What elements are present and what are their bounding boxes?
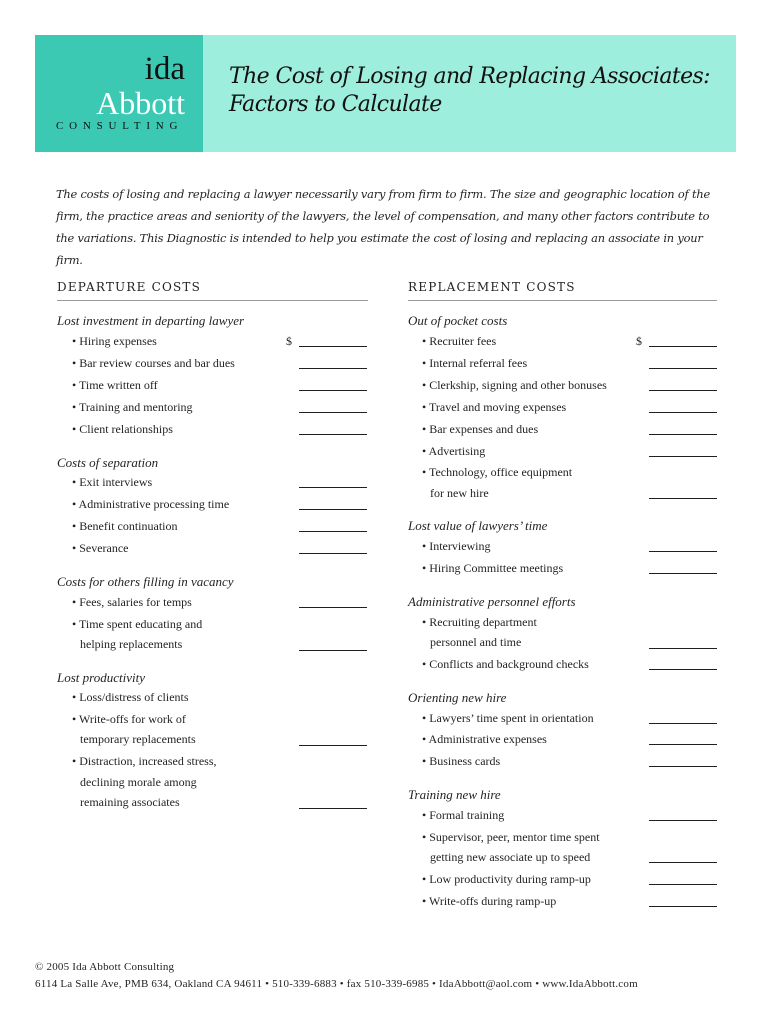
- amount-blank-severance[interactable]: [299, 553, 367, 554]
- item-distraction-cont-2: remaining associates: [80, 795, 180, 809]
- item-distraction-cont-1: declining morale among: [80, 775, 197, 789]
- amount-blank-bar-expenses[interactable]: [649, 434, 717, 435]
- amount-blank-client-relationships[interactable]: [299, 434, 367, 435]
- item-low-productivity: • Low productivity during ramp-up: [422, 872, 591, 886]
- amount-blank-clerkship[interactable]: [649, 390, 717, 391]
- replacement-heading: REPLACEMENT COSTS: [408, 280, 576, 294]
- amount-blank-interviewing[interactable]: [649, 551, 717, 552]
- category-separation: Costs of separation: [57, 455, 159, 470]
- item-fees-temps: • Fees, salaries for temps: [72, 595, 192, 609]
- item-clerkship-bonuses: • Clerkship, signing and other bonuses: [422, 378, 607, 392]
- item-supervisor-time: • Supervisor, peer, mentor time spent: [422, 830, 600, 844]
- amount-blank-hiring-committee[interactable]: [649, 573, 717, 574]
- amount-blank-fees-temps[interactable]: [299, 607, 367, 608]
- amount-blank-admin-expenses[interactable]: [649, 744, 717, 745]
- item-time-spent-educating: • Time spent educating and: [72, 617, 203, 631]
- amount-blank-time-written-off[interactable]: [299, 390, 367, 391]
- item-write-offs-ramp: • Write-offs during ramp-up: [422, 894, 557, 908]
- item-admin-expenses: • Administrative expenses: [422, 732, 547, 746]
- title-line-1: The Cost of Losing and Replacing Associates:: [229, 64, 710, 89]
- amount-blank-time-spent[interactable]: [299, 650, 367, 651]
- item-lawyers-time: • Lawyers’ time spent in orientation: [422, 711, 594, 725]
- item-write-offs-cont: temporary replacements: [80, 732, 196, 746]
- departure-heading: DEPARTURE COSTS: [57, 280, 202, 294]
- amount-blank-lawyers-time[interactable]: [649, 723, 717, 724]
- amount-blank-benefit[interactable]: [299, 531, 367, 532]
- logo-abbott: Abbott: [96, 85, 185, 121]
- intro-paragraph: The costs of losing and replacing a lawyer necessarily vary from firm to firm. The size and geographic location of the firm, the practice areas and seniority of the lawyers, the level of compensation, and many other factors contribute to the variations. This Diagnostic is intended to help you estimate the cost of losing and replacing an associate in your firm.: [56, 187, 711, 267]
- item-technology: • Technology, office equipment: [422, 465, 573, 479]
- amount-blank-recruiter-fees[interactable]: [649, 346, 717, 347]
- dollar-sign: $: [286, 334, 292, 348]
- item-benefit-continuation: • Benefit continuation: [72, 519, 178, 533]
- item-advertising: • Advertising: [422, 444, 486, 458]
- amount-blank-supervisor[interactable]: [649, 862, 717, 863]
- category-admin-personnel: Administrative personnel efforts: [408, 594, 576, 609]
- item-hiring-committee: • Hiring Committee meetings: [422, 561, 564, 575]
- category-vacancy: Costs for others filling in vacancy: [57, 574, 234, 589]
- item-travel-moving: • Travel and moving expenses: [422, 400, 567, 414]
- amount-blank-write-offs-ramp[interactable]: [649, 906, 717, 907]
- title-line-2: Factors to Calculate: [229, 92, 442, 117]
- category-lost-value: Lost value of lawyers’ time: [408, 518, 548, 533]
- category-training-new-hire: Training new hire: [408, 787, 501, 802]
- category-lost-productivity: Lost productivity: [57, 670, 145, 685]
- footer-address: 6114 La Salle Ave, PMB 634, Oakland CA 94611 • 510-339-6883 • fax 510-339-6985 • IdaAbbott@aol.com • www.IdaAbbott.com: [35, 978, 638, 990]
- amount-blank-advertising[interactable]: [649, 456, 717, 457]
- item-supervisor-time-cont: getting new associate up to speed: [430, 850, 591, 864]
- item-bar-expenses: • Bar expenses and dues: [422, 422, 539, 436]
- item-recruiter-fees: • Recruiter fees: [422, 334, 497, 348]
- amount-blank-exit-interviews[interactable]: [299, 487, 367, 488]
- item-formal-training: • Formal training: [422, 808, 505, 822]
- amount-blank-write-offs[interactable]: [299, 745, 367, 746]
- item-recruiting-dept-cont: personnel and time: [430, 635, 522, 649]
- amount-blank-technology[interactable]: [649, 498, 717, 499]
- logo: [35, 35, 203, 152]
- amount-blank-recruiting[interactable]: [649, 648, 717, 649]
- amount-blank-bar-review[interactable]: [299, 368, 367, 369]
- item-recruiting-dept: • Recruiting department: [422, 615, 537, 629]
- amount-blank-admin-processing[interactable]: [299, 509, 367, 510]
- amount-blank-business-cards[interactable]: [649, 766, 717, 767]
- logo-ida: ida: [144, 51, 185, 87]
- title-banner: [203, 35, 736, 152]
- amount-blank-training[interactable]: [299, 412, 367, 413]
- item-write-offs: • Write-offs for work of: [72, 712, 186, 726]
- item-client-relationships: • Client relationships: [72, 422, 173, 436]
- amount-blank-referral[interactable]: [649, 368, 717, 369]
- dollar-sign: $: [636, 334, 642, 348]
- item-distraction: • Distraction, increased stress,: [72, 754, 217, 768]
- amount-blank-formal-training[interactable]: [649, 820, 717, 821]
- departure-rule: [57, 300, 368, 301]
- amount-blank-travel[interactable]: [649, 412, 717, 413]
- item-training-mentoring: • Training and mentoring: [72, 400, 193, 414]
- item-internal-referral: • Internal referral fees: [422, 356, 528, 370]
- category-lost-investment: Lost investment in departing lawyer: [57, 313, 245, 328]
- item-technology-cont: for new hire: [430, 486, 489, 500]
- item-exit-interviews: • Exit interviews: [72, 475, 153, 489]
- item-business-cards: • Business cards: [422, 754, 501, 768]
- item-conflicts: • Conflicts and background checks: [422, 657, 589, 671]
- item-time-spent-educating-cont: helping replacements: [80, 637, 183, 651]
- amount-blank-distraction[interactable]: [299, 808, 367, 809]
- category-orienting: Orienting new hire: [408, 690, 507, 705]
- item-severance: • Severance: [72, 541, 129, 555]
- item-time-written-off: • Time written off: [72, 378, 158, 392]
- replacement-rule: [408, 300, 717, 301]
- item-loss-clients: • Loss/distress of clients: [72, 690, 189, 704]
- page-title: [229, 63, 710, 119]
- amount-blank-conflicts[interactable]: [649, 669, 717, 670]
- item-interviewing: • Interviewing: [422, 539, 491, 553]
- category-out-of-pocket: Out of pocket costs: [408, 313, 508, 328]
- item-bar-review: • Bar review courses and bar dues: [72, 356, 235, 370]
- item-hiring-expenses: • Hiring expenses: [72, 334, 157, 348]
- logo-consulting: CONSULTING: [56, 120, 184, 132]
- amount-blank-hiring-expenses[interactable]: [299, 346, 367, 347]
- item-admin-processing: • Administrative processing time: [72, 497, 230, 511]
- amount-blank-low-productivity[interactable]: [649, 884, 717, 885]
- footer-copyright: © 2005 Ida Abbott Consulting: [35, 961, 175, 973]
